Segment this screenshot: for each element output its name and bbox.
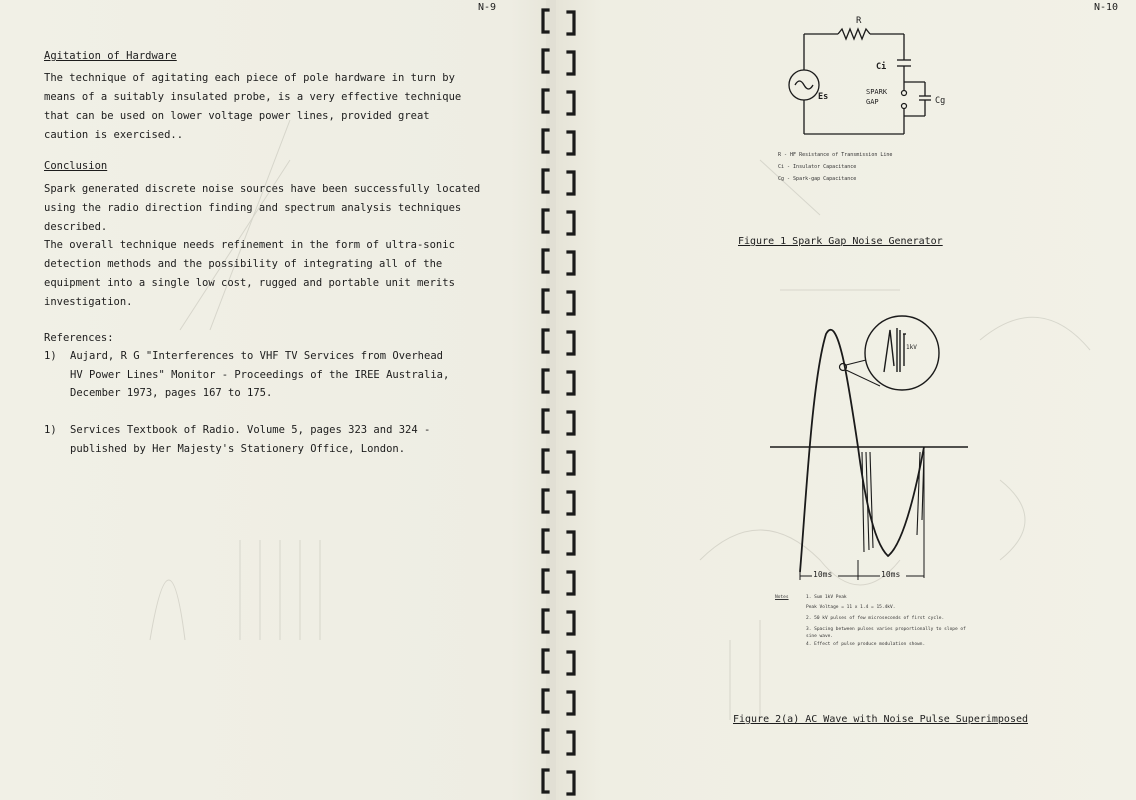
references-heading: References: [44,332,114,344]
agitation-line-4: caution is exercised.. [44,129,184,141]
figure-2a-inset-label: 1kV [906,344,917,351]
figure-2a-caption: Figure 2(a) AC Wave with Noise Pulse Superimposed [733,714,1029,725]
binding-ring-right [568,772,574,794]
reference-1-line-1: Aujard, R G "Interferences to VHF TV Services from Overhead [70,350,443,362]
figure-2a-dimension-left: 10ms [813,570,833,579]
agitation-line-3: that can be used on lower voltage power lines, provided great [44,110,430,122]
reference-2-line-1: Services Textbook of Radio. Volume 5, pages 323 and 324 - [70,424,431,436]
conclusion-line-2: using the radio direction finding and spectrum analysis techniques [44,202,462,214]
figure-2a-note-4: 4. Effect of pulse produce modulation shown. [806,642,926,647]
figure-2a-note-3b: sine wave. [806,634,834,639]
binding-ring-right [568,52,574,74]
label-ci: Ci [876,62,887,72]
figure-2a-zoom-point [840,364,847,371]
heading-conclusion: Conclusion [44,160,108,172]
left-page-number: N-9 [478,2,497,13]
conclusion-line-7: investigation. [44,296,133,308]
binding-ring-right [568,492,574,514]
figure-2a-ac-wave [800,330,924,572]
reference-1-line-2: HV Power Lines" Monitor - Proceedings of the IREE Australia, [70,369,450,381]
figure-1-legend-2: Ci - Insulator Capacitance [778,164,857,170]
figure-2a-note-3: 3. Spacing between pulses varies proportionally to slope of [806,627,966,632]
figure-1-legend-1: R - HF Resistance of Transmission Line [778,152,893,158]
binding-ring-right [568,692,574,714]
spark-gap-upper-electrode [902,91,907,96]
figure-2a-note-1: 1. Sum 1kV Peak [806,595,847,600]
agitation-line-1: The technique of agitating each piece of pole hardware in turn by [44,72,455,84]
label-r: R [856,16,862,26]
comb-binding [528,0,600,800]
conclusion-line-1: Spark generated discrete noise sources have been successfully located [44,183,481,195]
binding-ring-right [568,612,574,634]
figure-2a-note-2: 2. 50 kV pulses of few microseconds of first cycle. [806,616,945,621]
label-es: Es [818,92,829,102]
figure-1-legend-3: Cg - Spark-gap Capacitance [778,176,857,182]
label-gap: GAP [866,98,879,106]
reference-1-number: 1) [44,350,57,362]
binding-ring-right [568,332,574,354]
binding-ring-right [568,732,574,754]
binding-ring-right [568,12,574,34]
agitation-line-2: means of a suitably insulated probe, is a very effective technique [44,91,462,103]
figure-2a-dimension-right: 10ms [881,570,901,579]
conclusion-line-6: equipment into a single low cost, rugged and portable unit merits [44,277,455,289]
reference-2-number: 1) [44,424,57,436]
binding-ring-right [568,172,574,194]
binding-ring-right [568,412,574,434]
figure-2a-notes-heading: Notes [775,595,789,600]
binding-ring-right [568,652,574,674]
binding-ring-right [568,92,574,114]
conclusion-line-5: detection methods and the possibility of integrating all of the [44,258,443,270]
binding-ring-right [568,372,574,394]
binding-ring-right [568,452,574,474]
reference-1-line-3: December 1973, pages 167 to 175. [70,387,273,399]
binding-ring-right [568,532,574,554]
right-page-number: N-10 [1094,2,1119,13]
figure-2a-noise-pulses [862,452,924,552]
binding-ring-right [568,212,574,234]
binding-ring-right [568,252,574,274]
figure-2a-note-1b: Peak Voltage = 11 x 1.4 = 15.4kV. [806,605,896,610]
binding-ring-right [568,572,574,594]
figure-1-schematic [780,20,980,140]
spark-gap-lower-electrode [902,104,907,109]
binding-ring-right [568,132,574,154]
label-cg: Cg [935,96,946,106]
conclusion-line-4: The overall technique needs refinement in the form of ultra-sonic [44,239,455,251]
label-spark: SPARK [866,88,888,96]
binding-ring-right [568,292,574,314]
heading-agitation: Agitation of Hardware [44,50,177,62]
reference-2-line-2: published by Her Majesty's Stationery Office, London. [70,443,406,455]
conclusion-line-3: described. [44,221,108,233]
figure-1-caption: Figure 1 Spark Gap Noise Generator [738,236,943,247]
figure-2a-magnifier-inset [865,316,939,390]
